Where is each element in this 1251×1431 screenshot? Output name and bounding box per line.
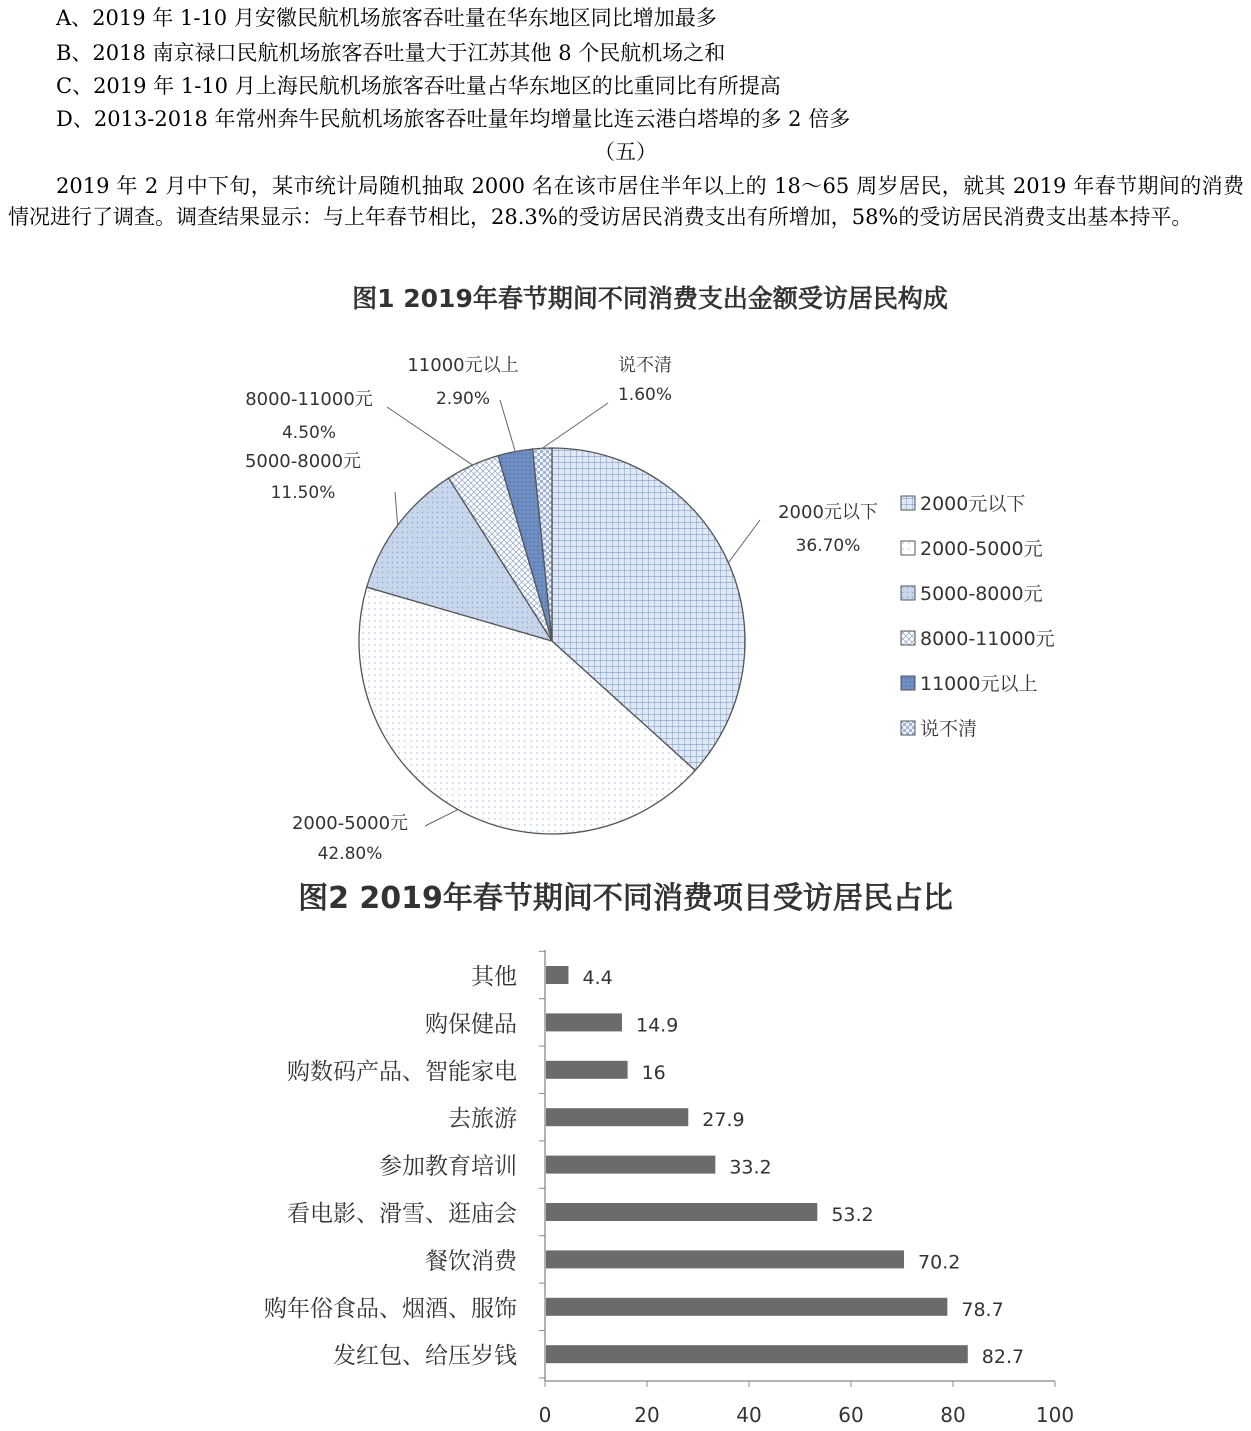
legend-entry: 5000-8000元 (920, 583, 1043, 605)
pie-value-label: 2.90% (435, 389, 491, 409)
bar-value-label: 4.4 (582, 967, 613, 989)
bar-value-label: 82.7 (981, 1346, 1025, 1369)
bar-category-label: 购年俗食品、烟酒、服饰 (264, 1295, 517, 1322)
pie-value-label: 11.50% (270, 483, 336, 503)
bar-value-label: 14.9 (635, 1014, 679, 1037)
legend-swatch (901, 586, 915, 600)
pie-leader-line (395, 492, 398, 525)
pie-slice-label: 2000-5000元 (291, 813, 409, 834)
pie-value-label: 36.70% (795, 536, 861, 556)
x-tick-label: 100 (1035, 1403, 1075, 1427)
pie-slice-label: 2000元以下 (778, 502, 878, 523)
bar (546, 966, 568, 984)
pie-chart-title: 图1 2019年春节期间不同消费支出金额受访居民构成 (352, 284, 948, 313)
bar-category-label: 购数码产品、智能家电 (287, 1058, 517, 1085)
bar-chart-title: 图2 2019年春节期间不同消费项目受访居民占比 (298, 881, 953, 916)
pie-leader-line (542, 403, 608, 448)
legend-swatch (901, 541, 915, 555)
bar (546, 1203, 817, 1221)
bar-value-label: 33.2 (729, 1156, 772, 1179)
pie-leader-line (728, 520, 760, 563)
x-tick-label: 0 (538, 1403, 552, 1427)
x-tick-label: 60 (838, 1403, 864, 1427)
bar-category-label: 看电影、滑雪、逛庙会 (287, 1201, 517, 1227)
pie-chart (245, 355, 1055, 864)
legend-entry: 2000元以下 (920, 493, 1026, 515)
option-b: B、2018 南京禄口民航机场旅客吞吐量大于江苏其他 8 个民航机场之和 (56, 41, 726, 65)
x-tick-label: 80 (940, 1403, 966, 1427)
legend-entry: 11000元以上 (920, 673, 1038, 695)
bar (546, 1298, 947, 1316)
bar (546, 1345, 968, 1363)
bar-value-label: 53.2 (831, 1204, 874, 1226)
pie-leader-line (425, 810, 458, 826)
bar (546, 1013, 622, 1031)
pie-value-label: 4.50% (281, 423, 337, 443)
pie-slice-label: 11000元以上 (407, 355, 519, 376)
x-tick-label: 40 (736, 1403, 762, 1427)
option-c: C、2019 年 1-10 月上海民航机场旅客吞吐量占华东地区的比重同比有所提高 (56, 74, 781, 98)
legend-entry: 说不清 (920, 718, 978, 740)
pie-leader-line (500, 400, 515, 452)
legend-swatch (901, 676, 915, 690)
bar-value-label: 70.2 (918, 1251, 961, 1274)
pie-slice-label: 说不清 (618, 355, 672, 376)
pie-slice-label: 5000-8000元 (244, 451, 362, 472)
legend-entry: 8000-11000元 (920, 628, 1055, 650)
bar-category-label: 发红包、给压岁钱 (333, 1343, 517, 1370)
section-label: （五） (594, 140, 657, 164)
intro-paragraph: 2019 年 2 月中下旬，某市统计局随机抽取 2000 名在该市居住半年以上的 18～65 周岁居民，就其 2019 年春节期间的消费情况进行了调查。调查结果显示：与上年春节相比，28.3%的受访居民消费支出有所增加，58%的受访居民消费支出基本持平。 (8, 174, 1244, 229)
bar-category-label: 参加教育培训 (379, 1153, 517, 1180)
pie-leader-line (387, 407, 473, 465)
legend-swatch (901, 721, 915, 735)
x-tick-label: 20 (634, 1403, 660, 1427)
legend-entry: 2000-5000元 (920, 538, 1043, 560)
legend-swatch (901, 631, 915, 645)
bar-category-label: 去旅游 (448, 1106, 517, 1133)
bar-category-label: 购保健品 (425, 1011, 517, 1038)
bar (546, 1156, 715, 1174)
option-a: A、2019 年 1-10 月安徽民航机场旅客吞吐量在华东地区同比增加最多 (56, 6, 717, 30)
legend-swatch (901, 496, 915, 510)
bar-category-label: 餐饮消费 (425, 1248, 517, 1275)
bar-value-label: 78.7 (961, 1298, 1004, 1321)
bar (546, 1250, 904, 1268)
bar-chart (264, 950, 1074, 1427)
pie-slice-label: 8000-11000元 (245, 389, 373, 410)
pie-value-label: 42.80% (317, 844, 383, 864)
pie-value-label: 1.60% (617, 385, 673, 405)
bar-value-label: 27.9 (702, 1109, 745, 1132)
bar (546, 1108, 688, 1126)
option-d: D、2013-2018 年常州奔牛民航机场旅客吞吐量年均增量比连云港白塔埠的多 2 倍多 (56, 107, 851, 131)
bar-value-label: 16 (641, 1061, 666, 1084)
bar-category-label: 其他 (471, 964, 517, 990)
bar (546, 1061, 628, 1079)
